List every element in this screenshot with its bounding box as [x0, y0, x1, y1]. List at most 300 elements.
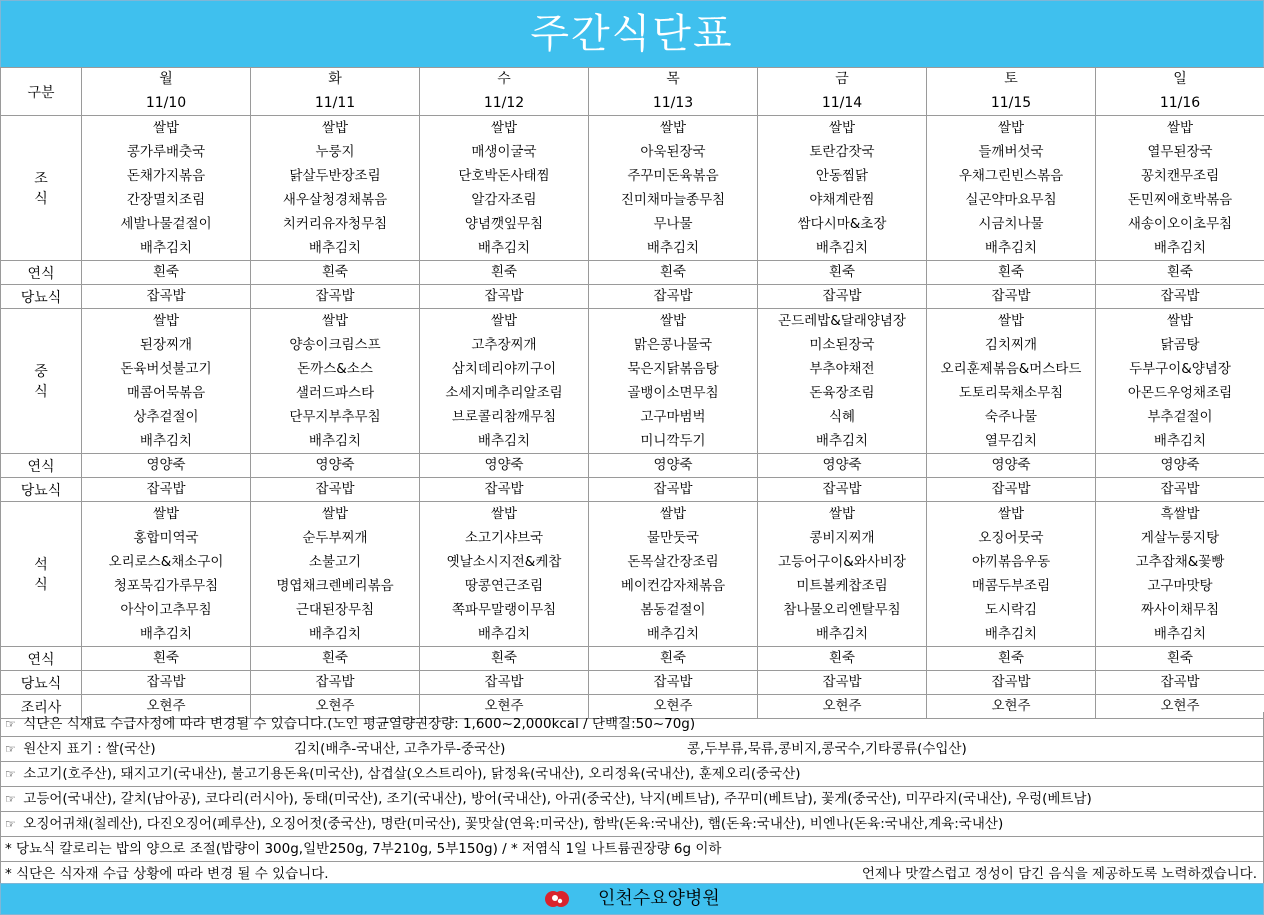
- lunch-row: [1, 309, 1264, 454]
- day-date: 11/14: [821, 94, 863, 111]
- dish-item: 흰죽: [321, 264, 349, 280]
- dish-item: 땅콩연근조림: [464, 578, 544, 594]
- pointer-hand-icon: ☞: [5, 792, 16, 806]
- single-cell: [251, 285, 420, 309]
- dish-item: 오현주: [991, 698, 1031, 714]
- dish-item: 흑쌀밥: [1160, 506, 1200, 522]
- note-processed-origin: [1, 812, 1263, 837]
- dish-item: 우채그린빈스볶음: [958, 168, 1064, 184]
- dish-item: 잡곡밥: [484, 481, 524, 497]
- dish-item: 콩비지찌개: [809, 530, 875, 546]
- header-row: [1, 68, 1264, 116]
- dish-item: 배추김치: [308, 433, 362, 449]
- dish-item: 돈까스&소스: [297, 361, 373, 377]
- meal-cell: [1096, 309, 1264, 454]
- dish-item: 고추장찌개: [471, 337, 537, 353]
- meal-label: [1, 309, 82, 454]
- meal-cell: [251, 116, 420, 261]
- dish-item: 미소된장국: [809, 337, 875, 353]
- dish-item: 돈육장조림: [809, 385, 875, 401]
- meal-cell: [1096, 116, 1264, 261]
- meal-label-stack: [1, 554, 81, 594]
- dish-item: 잡곡밥: [822, 481, 862, 497]
- meal-label-bottom: 식: [34, 577, 48, 593]
- dish-item: 소세지메추리알조림: [445, 385, 563, 401]
- dish-item: 돈목살간장조림: [627, 554, 719, 570]
- dish-item: 부추겉절이: [1147, 409, 1213, 425]
- row-label: 조리사: [1, 695, 82, 719]
- dish-item: 쌀밥: [828, 120, 856, 136]
- day-header: [589, 68, 758, 116]
- single-cell: [420, 671, 589, 695]
- dish-item: 치커리유자청무침: [282, 216, 388, 232]
- dish-item: 참나물오리엔탈무침: [783, 602, 901, 618]
- dish-item: 배추김치: [1153, 433, 1207, 449]
- dish-item: 쌀밥: [659, 120, 687, 136]
- dish-item: 흰죽: [490, 650, 518, 666]
- dish-item: 옛날소시지전&케찹: [446, 554, 562, 570]
- single-cell: [758, 647, 927, 671]
- note-meat-origin: [1, 762, 1263, 787]
- meal-cell: [420, 116, 589, 261]
- dish-item: 쌀밥: [152, 506, 180, 522]
- dish-item: 잡곡밥: [1160, 481, 1200, 497]
- day-name: 토: [1004, 71, 1018, 87]
- meal-label: [1, 116, 82, 261]
- dish-item: 흰죽: [997, 650, 1025, 666]
- dish-item: 흰죽: [152, 650, 180, 666]
- row-label: 연식: [1, 647, 82, 671]
- dish-item: 소고기샤브국: [464, 530, 544, 546]
- meal-cell: [589, 502, 758, 647]
- dish-item: 진미채마늘종무침: [620, 192, 726, 208]
- day-date: 11/16: [1159, 94, 1201, 111]
- day-name: 화: [328, 71, 342, 87]
- day-header: [82, 68, 251, 116]
- dish-item: 고구마맛탕: [1147, 578, 1213, 594]
- dish-item: 새우살청경채볶음: [282, 192, 388, 208]
- dish-item: 배추김치: [984, 626, 1038, 642]
- single-cell: [927, 261, 1096, 285]
- single-cell: [758, 285, 927, 309]
- meal-label-bottom: 식: [34, 191, 48, 207]
- meal-cell: [589, 309, 758, 454]
- dish-item: 쌀밥: [490, 120, 518, 136]
- single-cell: [589, 671, 758, 695]
- dish-item: 삼치데리야끼구이: [451, 361, 557, 377]
- meal-cell: [1096, 502, 1264, 647]
- single-cell: [589, 285, 758, 309]
- dish-item: 닭살두반장조림: [289, 168, 381, 184]
- dish-item: 잡곡밥: [822, 288, 862, 304]
- dish-item: 영양죽: [1160, 457, 1200, 473]
- dish-item: 흰죽: [490, 264, 518, 280]
- dish-item: 쌀밥: [321, 506, 349, 522]
- day-date: 11/11: [314, 94, 356, 111]
- dish-item: 잡곡밥: [315, 481, 355, 497]
- single-cell: [1096, 478, 1264, 502]
- dish-item: 샐러드파스타: [295, 385, 375, 401]
- dish-item: 잡곡밥: [653, 481, 693, 497]
- dish-item: 배추김치: [139, 626, 193, 642]
- dish-item: 쌀밥: [997, 313, 1025, 329]
- pointer-hand-icon: ☞: [5, 817, 16, 831]
- dish-item: 시금치나물: [978, 216, 1044, 232]
- dish-item: 쌀밥: [152, 120, 180, 136]
- dish-item: 오현주: [315, 698, 355, 714]
- dish-item: 미니깍두기: [640, 433, 706, 449]
- meal-cell: [927, 116, 1096, 261]
- dish-item: 닭곰탕: [1160, 337, 1200, 353]
- single-cell: [1096, 261, 1264, 285]
- day-date: 11/13: [652, 94, 694, 111]
- breakfast-diabetic-row: [1, 285, 1264, 309]
- dish-item: 주꾸미돈육볶음: [627, 168, 719, 184]
- dish-item: 토란감잣국: [809, 144, 875, 160]
- dish-item: 잡곡밥: [991, 481, 1031, 497]
- dish-item: 배추김치: [477, 433, 531, 449]
- row-label: 연식: [1, 261, 82, 285]
- meal-cell: [758, 116, 927, 261]
- day-name: 일: [1173, 71, 1187, 87]
- dish-item: 잡곡밥: [484, 674, 524, 690]
- single-cell: [589, 261, 758, 285]
- single-cell: [758, 671, 927, 695]
- dish-item: 상추겉절이: [133, 409, 199, 425]
- lunch-diabetic-row: [1, 478, 1264, 502]
- dish-item: 흰죽: [1166, 650, 1194, 666]
- note-origin: [1, 737, 1263, 762]
- dish-item: 아삭이고추무침: [120, 602, 212, 618]
- dish-item: 열무김치: [984, 433, 1038, 449]
- dish-item: 영양죽: [653, 457, 693, 473]
- single-cell: [758, 261, 927, 285]
- dish-item: 쌀밥: [659, 506, 687, 522]
- dish-item: 배추김치: [815, 240, 869, 256]
- dish-item: 물만둣국: [646, 530, 700, 546]
- dish-item: 쌀밥: [659, 313, 687, 329]
- dish-item: 쌀밥: [828, 506, 856, 522]
- dish-item: 오리훈제볶음&머스타드: [940, 361, 1082, 377]
- dish-item: 흰죽: [828, 650, 856, 666]
- dish-item: 배추김치: [477, 626, 531, 642]
- dish-item: 흰죽: [659, 264, 687, 280]
- dish-item: 오현주: [484, 698, 524, 714]
- dish-item: 간장멸치조림: [126, 192, 206, 208]
- dish-item: 골뱅이소면무침: [627, 385, 719, 401]
- dish-item: 흰죽: [997, 264, 1025, 280]
- dish-item: 잡곡밥: [653, 288, 693, 304]
- dish-item: 오현주: [653, 698, 693, 714]
- single-cell: [82, 454, 251, 478]
- single-cell: [1096, 671, 1264, 695]
- dish-item: 소불고기: [308, 554, 362, 570]
- dish-item: 세발나물겉절이: [120, 216, 212, 232]
- dish-item: 잡곡밥: [315, 674, 355, 690]
- single-cell: [420, 478, 589, 502]
- note-text: * 당뇨식 칼로리는 밥의 양으로 조절(밥량이 300g,일반250g, 7부210g, 5부150g) / * 저염식 1일 나트륨권장량 6g 이하: [5, 841, 722, 857]
- single-cell: [589, 647, 758, 671]
- meal-cell: [420, 502, 589, 647]
- single-cell: [758, 454, 927, 478]
- row-label: 당뇨식: [1, 671, 82, 695]
- day-header: [420, 68, 589, 116]
- dish-item: 배추김치: [308, 626, 362, 642]
- dish-item: 영양죽: [146, 457, 186, 473]
- dish-item: 들깨버섯국: [978, 144, 1044, 160]
- row-label: 당뇨식: [1, 478, 82, 502]
- dish-item: 무나물: [653, 216, 693, 232]
- single-cell: [420, 454, 589, 478]
- dish-item: 오현주: [822, 698, 862, 714]
- dish-item: 게살누룽지탕: [1140, 530, 1220, 546]
- page-title: 주간식단표: [0, 0, 1264, 68]
- single-cell: [1096, 285, 1264, 309]
- dish-item: 식혜: [828, 409, 856, 425]
- row-label: 연식: [1, 454, 82, 478]
- dish-item: 흰죽: [321, 650, 349, 666]
- dish-item: 김치찌개: [984, 337, 1038, 353]
- dish-item: 미트볼케찹조림: [796, 578, 888, 594]
- single-cell: [420, 647, 589, 671]
- dish-item: 근대된장무침: [295, 602, 375, 618]
- dish-item: 오리로스&채소구이: [108, 554, 224, 570]
- dish-item: 고구마범벅: [640, 409, 706, 425]
- dish-item: 잡곡밥: [822, 674, 862, 690]
- single-cell: [927, 478, 1096, 502]
- note-text: 식단은 식재료 수급사정에 따라 변경될 수 있습니다.(노인 평균열량권장량: 1,600~2,000kcal / 단백질:50~70g): [23, 716, 696, 732]
- day-header: [758, 68, 927, 116]
- day-date: 11/12: [483, 94, 525, 111]
- dish-item: 잡곡밥: [146, 481, 186, 497]
- footer-bar: [0, 883, 1264, 915]
- dish-item: 잡곡밥: [484, 288, 524, 304]
- dish-item: 배추김치: [1153, 240, 1207, 256]
- dish-item: 잡곡밥: [991, 288, 1031, 304]
- day-date: 11/15: [990, 94, 1032, 111]
- dish-item: 흰죽: [659, 650, 687, 666]
- meal-cell: [758, 309, 927, 454]
- dish-item: 배추김치: [984, 240, 1038, 256]
- dish-item: 쌀밥: [321, 120, 349, 136]
- dish-item: 배추김치: [477, 240, 531, 256]
- dish-item: 쌀밥: [997, 120, 1025, 136]
- meal-cell: [589, 116, 758, 261]
- single-cell: [927, 647, 1096, 671]
- note-diabetic: [1, 837, 1263, 862]
- single-cell: [251, 454, 420, 478]
- dish-item: 봄동겉절이: [640, 602, 706, 618]
- dish-item: 콩가루배춧국: [126, 144, 206, 160]
- meal-cell: [82, 116, 251, 261]
- dish-item: 아몬드우엉채조림: [1127, 385, 1233, 401]
- dish-item: 오징어뭇국: [978, 530, 1044, 546]
- dish-item: 돈민찌애호박볶음: [1127, 192, 1233, 208]
- dish-item: 쌀밥: [1166, 313, 1194, 329]
- dish-item: 배추김치: [1153, 626, 1207, 642]
- single-cell: [1096, 647, 1264, 671]
- dish-item: 영양죽: [822, 457, 862, 473]
- meal-cell: [758, 502, 927, 647]
- dish-item: 짜사이채무침: [1140, 602, 1220, 618]
- dish-item: 잡곡밥: [653, 674, 693, 690]
- meal-cell: [82, 502, 251, 647]
- dish-item: 단호박돈사태찜: [458, 168, 550, 184]
- single-cell: [82, 261, 251, 285]
- pointer-hand-icon: ☞: [5, 767, 16, 781]
- dish-item: 고추잡채&꽃빵: [1135, 554, 1225, 570]
- single-cell: [251, 478, 420, 502]
- day-date: 11/10: [145, 94, 187, 111]
- dish-item: 흰죽: [152, 264, 180, 280]
- dish-item: 곤드레밥&달래양념장: [778, 313, 906, 329]
- dish-item: 쪽파무말랭이무침: [451, 602, 557, 618]
- notes-section: [0, 712, 1264, 887]
- dish-item: 매콤어묵볶음: [126, 385, 206, 401]
- dish-item: 오현주: [1160, 698, 1200, 714]
- dish-item: 쌀밥: [997, 506, 1025, 522]
- single-cell: [589, 454, 758, 478]
- meal-cell: [82, 309, 251, 454]
- dish-item: 매콤두부조림: [971, 578, 1051, 594]
- dinner-diabetic-row: [1, 671, 1264, 695]
- pointer-hand-icon: ☞: [5, 742, 16, 756]
- single-cell: [82, 647, 251, 671]
- row-label: 당뇨식: [1, 285, 82, 309]
- dish-item: 흰죽: [828, 264, 856, 280]
- dish-item: 홍합미역국: [133, 530, 199, 546]
- dish-item: 배추김치: [646, 240, 700, 256]
- dish-item: 야채계란찜: [809, 192, 875, 208]
- day-header: [251, 68, 420, 116]
- single-cell: [420, 261, 589, 285]
- day-name: 금: [835, 71, 849, 87]
- day-name: 월: [159, 71, 173, 87]
- dish-item: 브로콜리참깨무침: [451, 409, 557, 425]
- dish-item: 배추김치: [308, 240, 362, 256]
- single-cell: [758, 478, 927, 502]
- dish-item: 잡곡밥: [1160, 674, 1200, 690]
- meal-label-top: 석: [34, 557, 48, 573]
- note-text: 콩,두부류,묵류,콩비지,콩국수,기타콩류(수입산): [687, 741, 967, 757]
- day-header: [1096, 68, 1264, 116]
- dish-item: 잡곡밥: [146, 674, 186, 690]
- dish-item: 잡곡밥: [991, 674, 1031, 690]
- dish-item: 매생이굴국: [471, 144, 537, 160]
- dish-item: 쌀밥: [490, 506, 518, 522]
- dish-item: 배추김치: [815, 433, 869, 449]
- meal-label-top: 중: [34, 364, 48, 380]
- dish-item: 고등어구이&와사비장: [778, 554, 906, 570]
- dish-item: 묵은지닭볶음탕: [627, 361, 719, 377]
- meal-cell: [420, 309, 589, 454]
- dish-item: 쌀밥: [321, 313, 349, 329]
- dish-item: 실곤약마요무침: [965, 192, 1057, 208]
- single-cell: [251, 647, 420, 671]
- dish-item: 배추김치: [139, 240, 193, 256]
- meal-label-bottom: 식: [34, 384, 48, 400]
- dish-item: 누룽지: [315, 144, 355, 160]
- meal-cell: [251, 309, 420, 454]
- dinner-soft-row: [1, 647, 1264, 671]
- single-cell: [251, 671, 420, 695]
- dish-item: 잡곡밥: [315, 288, 355, 304]
- dish-item: 잡곡밥: [1160, 288, 1200, 304]
- dish-item: 흰죽: [1166, 264, 1194, 280]
- dish-item: 베이컨감자채볶음: [620, 578, 726, 594]
- dish-item: 아욱된장국: [640, 144, 706, 160]
- note-text: 언제나 맛깔스럽고 정성이 담긴 음식을 제공하도록 노력하겠습니다.: [861, 866, 1257, 882]
- dish-item: 잡곡밥: [146, 288, 186, 304]
- dish-item: 부추야채전: [809, 361, 875, 377]
- dish-item: 배추김치: [139, 433, 193, 449]
- dish-item: 쌀밥: [152, 313, 180, 329]
- dish-item: 도시락김: [984, 602, 1038, 618]
- dish-item: 배추김치: [815, 626, 869, 642]
- note-text: * 식단은 식자재 수급 상황에 따라 변경 될 수 있습니다.: [5, 866, 329, 882]
- single-cell: [420, 285, 589, 309]
- day-name: 목: [666, 71, 680, 87]
- dish-item: 영양죽: [484, 457, 524, 473]
- dish-item: 돈채가지볶음: [126, 168, 206, 184]
- dish-item: 도토리묵채소무침: [958, 385, 1064, 401]
- dish-item: 순두부찌개: [302, 530, 368, 546]
- dish-item: 쌀밥: [490, 313, 518, 329]
- dish-item: 야끼볶음우동: [971, 554, 1051, 570]
- dish-item: 명엽채크렌베리볶음: [276, 578, 394, 594]
- dish-item: 양송이크림스프: [289, 337, 381, 353]
- dish-item: 열무된장국: [1147, 144, 1213, 160]
- single-cell: [927, 671, 1096, 695]
- dish-item: 쌀밥: [1166, 120, 1194, 136]
- dish-item: 꽁치캔무조림: [1140, 168, 1220, 184]
- note-fish-origin: [1, 787, 1263, 812]
- hospital-logo-icon: [544, 889, 570, 909]
- dish-item: 배추김치: [646, 626, 700, 642]
- single-cell: [927, 454, 1096, 478]
- meal-cell: [927, 309, 1096, 454]
- dish-item: 오현주: [146, 698, 186, 714]
- breakfast-soft-row: [1, 261, 1264, 285]
- dish-item: 영양죽: [315, 457, 355, 473]
- dish-item: 돈육버섯불고기: [120, 361, 212, 377]
- dish-item: 된장찌개: [139, 337, 193, 353]
- note-text: 소고기(호주산), 돼지고기(국내산), 불고기용돈육(미국산), 삼겹살(오스트리아), 닭정육(국내산), 오리정육(국내산), 훈제오리(중국산): [23, 766, 801, 782]
- note-change: [1, 712, 1263, 737]
- dish-item: 쌈다시마&초장: [797, 216, 887, 232]
- dish-item: 단무지부추무침: [289, 409, 381, 425]
- dish-item: 안동찜닭: [815, 168, 869, 184]
- dish-item: 맑은콩나물국: [633, 337, 713, 353]
- single-cell: [82, 285, 251, 309]
- dish-item: 양념깻잎무침: [464, 216, 544, 232]
- note-text: 고등어(국내산), 갈치(남아공), 코다리(러시아), 동태(미국산), 조기(국내산), 방어(국내산), 아귀(중국산), 낙지(베트남), 주꾸미(베트남), 꽃게(중국산), 미꾸라지(국내산), 우렁(베트남): [23, 791, 1092, 807]
- dish-item: 알감자조림: [471, 192, 537, 208]
- header-label: 구분: [1, 68, 82, 116]
- single-cell: [251, 261, 420, 285]
- dish-item: 청포묵김가루무침: [113, 578, 219, 594]
- day-header: [927, 68, 1096, 116]
- breakfast-row: [1, 116, 1264, 261]
- meal-cell: [927, 502, 1096, 647]
- note-text: 오징어귀채(칠레산), 다진오징어(페루산), 오징어젓(중국산), 명란(미국산), 꽃맛살(연육:미국산), 함박(돈육:국내산), 햄(돈육:국내산), 비엔나(돈육:국내산,계육:국내산): [23, 816, 1004, 832]
- single-cell: [589, 478, 758, 502]
- day-name: 수: [497, 71, 511, 87]
- dish-item: 두부구이&양념장: [1129, 361, 1231, 377]
- meal-label-stack: [1, 168, 81, 208]
- meal-label-top: 조: [34, 171, 48, 187]
- meal-label-stack: [1, 361, 81, 401]
